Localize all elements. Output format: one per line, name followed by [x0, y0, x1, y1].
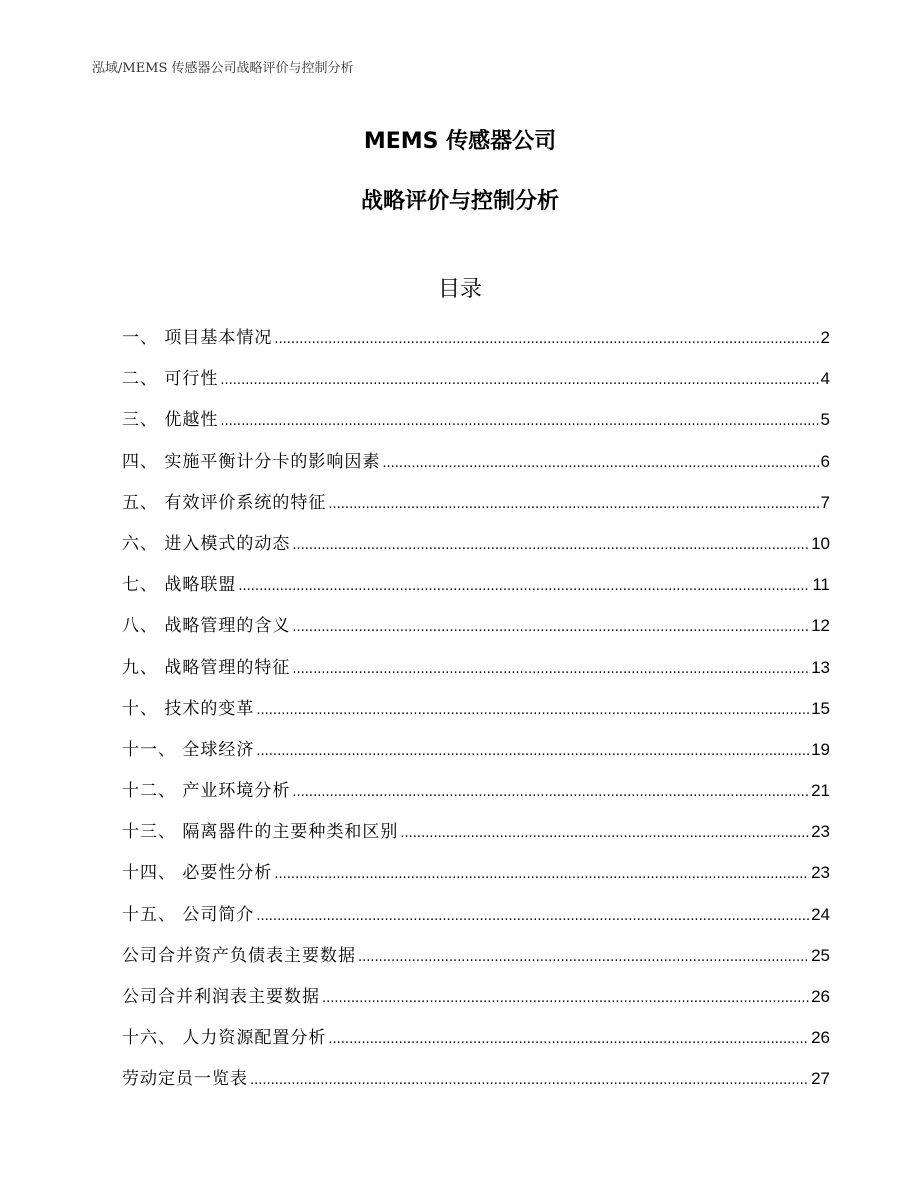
toc-entry[interactable]	[122, 611, 830, 652]
toc-leader-dots	[322, 991, 809, 1006]
toc-entry[interactable]	[122, 858, 830, 899]
toc-leader-dots	[256, 909, 809, 924]
toc-entry-label: 一、 项目基本情况	[122, 328, 273, 348]
toc-entry[interactable]	[122, 323, 830, 364]
toc-leader-dots	[400, 826, 809, 841]
toc-entry-page: 12	[811, 616, 830, 636]
toc-leader-dots	[256, 744, 809, 759]
toc-leader-dots	[220, 373, 818, 388]
toc-entry[interactable]	[122, 405, 830, 446]
toc-leader-dots	[256, 703, 809, 718]
toc-entry[interactable]	[122, 447, 830, 488]
toc-entry-label: 七、 战略联盟	[122, 575, 237, 596]
toc-entry-page: 2	[820, 328, 830, 347]
toc-leader-dots	[382, 456, 818, 471]
toc-entry-label: 十六、 人力资源配置分析	[122, 1028, 327, 1049]
toc-entry[interactable]	[122, 735, 830, 776]
toc-entry[interactable]	[122, 1023, 830, 1064]
toc-entry-page: 26	[811, 1028, 830, 1048]
toc-entry[interactable]	[122, 900, 830, 941]
toc-entry-page: 5	[820, 410, 830, 430]
toc-entry-label: 劳动定员一览表	[122, 1069, 248, 1090]
toc-entry-page: 6	[820, 451, 830, 471]
toc-entry-label: 六、 进入模式的动态	[122, 533, 291, 554]
toc-entry-page: 25	[811, 945, 830, 965]
toc-entry-label: 九、 战略管理的特征	[122, 657, 291, 678]
title-line-1: MEMS 传感器公司	[363, 129, 557, 154]
toc-entry-page: 13	[811, 657, 830, 677]
toc-leader-dots	[292, 538, 809, 553]
toc-entry-label: 五、 有效评价系统的特征	[122, 492, 327, 513]
toc-leader-dots	[220, 414, 818, 429]
toc-entry-label: 公司合并资产负债表主要数据	[122, 945, 356, 966]
toc-entry-label: 十二、 产业环境分析	[122, 781, 291, 802]
toc-entry-page: 11	[812, 575, 830, 595]
toc-leader-dots	[274, 867, 809, 882]
toc-entry-page: 24	[811, 904, 830, 924]
toc-entry-label: 十、 技术的变革	[122, 698, 255, 719]
toc-entry[interactable]	[122, 941, 830, 982]
toc-entry-label: 十一、 全球经济	[122, 739, 255, 760]
toc-entry-page: 23	[811, 822, 830, 842]
toc-leader-dots	[274, 332, 818, 347]
toc-leader-dots	[292, 662, 809, 677]
toc-leader-dots	[328, 1032, 809, 1047]
toc-entry-page: 10	[811, 533, 830, 553]
table-of-contents	[122, 323, 830, 1106]
toc-entry[interactable]	[122, 1064, 830, 1105]
toc-leader-dots	[328, 497, 818, 512]
toc-entry-page: 15	[811, 698, 830, 718]
toc-entry-label: 十三、 隔离器件的主要种类和区别	[122, 822, 399, 843]
toc-entry-page: 26	[811, 987, 830, 1006]
toc-entry[interactable]	[122, 817, 830, 858]
toc-entry-page: 19	[811, 739, 830, 759]
toc-entry-label: 十四、 必要性分析	[122, 863, 273, 884]
page-header: 泓域/MEMS 传感器公司战略评价与控制分析	[92, 61, 354, 76]
toc-entry-page: 27	[811, 1069, 830, 1089]
title-line-2: 战略评价与控制分析	[360, 189, 559, 214]
toc-entry-label: 十五、 公司简介	[122, 904, 255, 925]
toc-entry[interactable]	[122, 488, 830, 529]
toc-entry-page: 21	[811, 781, 830, 801]
toc-entry-page: 7	[820, 492, 830, 512]
toc-entry-label: 公司合并利润表主要数据	[122, 987, 320, 1007]
toc-title: 目录	[437, 277, 482, 302]
toc-leader-dots	[292, 620, 809, 635]
toc-entry[interactable]	[122, 570, 830, 611]
toc-entry-label: 四、 实施平衡计分卡的影响因素	[122, 451, 381, 472]
toc-leader-dots	[238, 579, 810, 594]
toc-leader-dots	[358, 950, 809, 965]
toc-entry-page: 4	[820, 369, 830, 389]
toc-entry[interactable]	[122, 694, 830, 735]
toc-leader-dots	[250, 1073, 809, 1088]
toc-entry-label: 三、 优越性	[122, 410, 219, 431]
toc-entry[interactable]	[122, 364, 830, 405]
toc-entry[interactable]	[122, 653, 830, 694]
toc-leader-dots	[292, 785, 809, 800]
toc-entry[interactable]	[122, 982, 830, 1023]
toc-entry-label: 二、 可行性	[122, 369, 219, 390]
toc-entry-page: 23	[811, 863, 830, 883]
toc-entry-label: 八、 战略管理的含义	[122, 616, 291, 637]
toc-entry[interactable]	[122, 776, 830, 817]
toc-entry[interactable]	[122, 529, 830, 570]
